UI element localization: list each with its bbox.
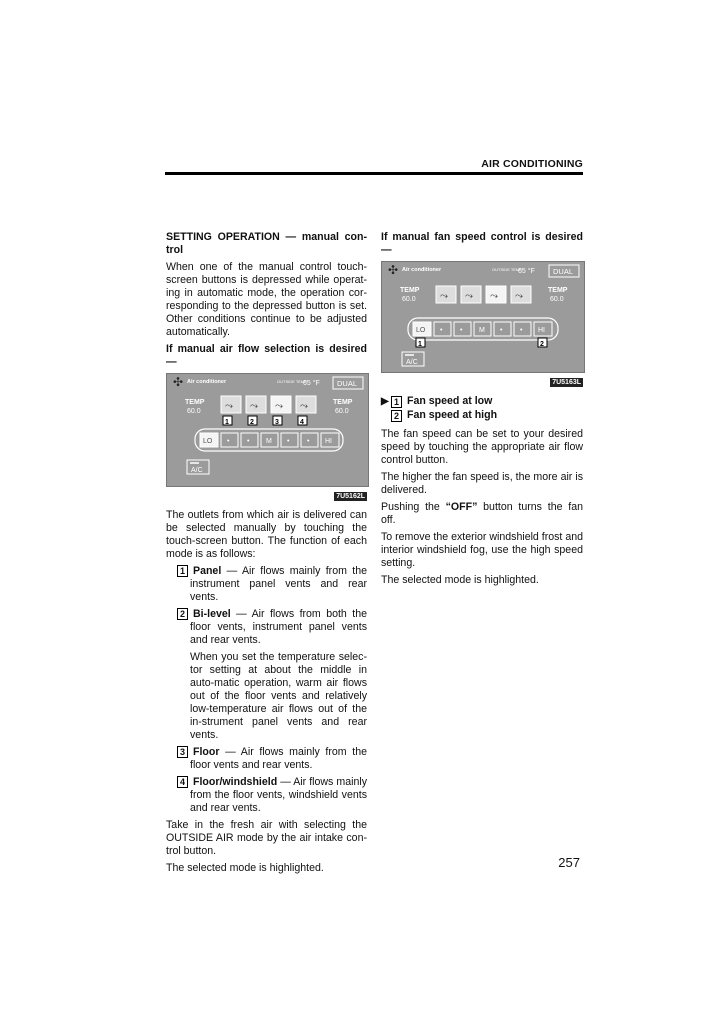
mode-item-bilevel	[166, 608, 367, 647]
fresh-air-paragraph: Take in the fresh air with selecting the OUTSIDE AIR mode by the air intake con-trol button.	[166, 819, 367, 857]
fan-2-label: •	[227, 438, 230, 445]
fan-m-label: M	[266, 438, 272, 445]
outside-temp-value: 65 °F	[518, 268, 535, 275]
legend-text: Fan speed at low	[407, 395, 493, 407]
fan-speed-screen-figure	[381, 261, 585, 373]
dual-label: DUAL	[337, 379, 358, 388]
mode-name: Floor/windshield	[193, 776, 278, 788]
figure-code: 7U5163L	[552, 379, 581, 386]
fan-speed-paragraph: The fan speed can be set to your desired speed by touching the appropriate air flow control button.	[381, 428, 583, 466]
mode-text: — Air flows mainly from the floor vents, windshield vents and rear vents.	[190, 776, 367, 814]
mode-number: 1	[177, 565, 188, 577]
temp-label-left: TEMP	[185, 399, 205, 406]
ac-label: A/C	[191, 467, 203, 474]
outlets-paragraph: The outlets from which air is delivered can be selected manually by touching the touch-screen button. The function of each mode is as follows:	[166, 509, 367, 560]
fan-lo-label: LO	[416, 327, 426, 334]
figure-marker-2: 2	[540, 341, 544, 348]
outside-temp-value: 65 °F	[303, 380, 320, 387]
fan-2-button[interactable]	[434, 322, 451, 336]
mode-text: — Air flows from both the floor vents, instrument panel vents and rear vents.	[190, 608, 367, 646]
bilevel-airflow-icon: ⤳	[250, 401, 258, 412]
mode-number: 3	[177, 746, 188, 758]
temp-value-right: 60.0	[335, 408, 349, 415]
page-number: 257	[558, 855, 580, 870]
fan-2-label: •	[440, 327, 443, 334]
mode-text: — Air flows mainly from the instrument panel vents and rear vents.	[190, 565, 367, 603]
fan-5-button[interactable]	[281, 433, 298, 447]
mode-name: Panel	[193, 565, 222, 577]
fan-hi-label: HI	[538, 327, 545, 334]
dual-label: DUAL	[553, 267, 574, 276]
figure-code: 7U5162L	[336, 493, 365, 500]
floor-airflow-icon: ⤳	[275, 401, 283, 412]
left-highlight-note: The selected mode is highlighted.	[166, 862, 324, 874]
fan-6-label: •	[520, 327, 523, 334]
temp-label-right: TEMP	[548, 287, 568, 294]
right-highlight-note: The selected mode is highlighted.	[381, 574, 539, 586]
legend-item-high	[381, 409, 583, 422]
fan-amount-paragraph: The higher the fan speed is, the more air is delivered.	[381, 471, 583, 496]
fan-5-button[interactable]	[494, 322, 511, 336]
left-heading: SETTING OPERATION — manual con-trol	[166, 231, 367, 256]
fan-6-label: •	[307, 438, 310, 445]
temp-value-left: 60.0	[402, 296, 416, 303]
left-intro: When one of the manual control touch-screen buttons is depressed while operat-ing in automatic mode, the operation cor-responding to the depressed button is set. Other conditions continue to be adjusted automatically.	[166, 261, 367, 338]
figure-marker-1: 1	[418, 341, 422, 348]
air-conditioner-label: Air conditioner	[187, 379, 227, 385]
pointer-arrow-icon: ▶	[381, 396, 389, 407]
bilevel-note: When you set the temperature selec-tor setting at about the middle in auto-matic operation, warm air flows out of the floor vents and relatively low-temperature air flows out of the in-strument panel vents and rear vents.	[190, 651, 367, 741]
right-column	[381, 231, 583, 591]
fan-m-label: M	[479, 327, 485, 334]
bilevel-airflow-icon: ⤳	[465, 291, 473, 302]
fan-3-label: •	[460, 327, 463, 334]
legend-number: 1	[391, 396, 402, 408]
fan-logo-icon: ✣	[388, 263, 399, 277]
temp-label-left: TEMP	[400, 287, 420, 294]
ac-label: A/C	[406, 359, 418, 366]
mode-item-floor	[166, 746, 367, 772]
fan-speed-buttons	[200, 433, 339, 447]
mode-name: Floor	[193, 746, 220, 758]
windshield-paragraph: To remove the exterior windshield frost and interior windshield fog, use the high speed setting.	[381, 531, 583, 569]
fan-5-label: •	[500, 327, 503, 334]
outside-temp-label: OUTSIDE TEMP	[492, 267, 522, 272]
off-button-paragraph: Pushing the “OFF” button turns the fan off.	[381, 501, 583, 526]
header-rule	[165, 172, 583, 175]
airflow-subheading: If manual air flow selection is desired —	[166, 343, 367, 368]
mode-text: — Air flows mainly from the floor vents and rear vents.	[190, 746, 367, 771]
legend-text: Fan speed at high	[407, 409, 498, 421]
air-conditioner-label: Air conditioner	[402, 267, 442, 273]
floor-windshield-airflow-icon: ⤳	[515, 291, 523, 302]
fan-6-button[interactable]	[514, 322, 531, 336]
fan-5-label: •	[287, 438, 290, 445]
temp-value-right: 60.0	[550, 296, 564, 303]
figure-marker-1: 1	[225, 419, 229, 426]
fan-3-button[interactable]	[241, 433, 258, 447]
fan-speed-buttons	[413, 322, 552, 336]
fan-3-label: •	[247, 438, 250, 445]
temp-label-right: TEMP	[333, 399, 353, 406]
fan-speed-heading: If manual fan speed control is desired —	[381, 231, 583, 256]
floor-airflow-icon: ⤳	[490, 291, 498, 302]
outside-temp-label: OUTSIDE TEMP	[277, 379, 307, 384]
temp-value-left: 60.0	[187, 408, 201, 415]
legend-number: 2	[391, 410, 402, 422]
panel-airflow-icon: ⤳	[225, 401, 233, 412]
figure-marker-4: 4	[300, 419, 304, 426]
mode-number: 2	[177, 608, 188, 620]
fan-logo-icon: ✣	[173, 375, 184, 389]
fan-2-button[interactable]	[221, 433, 238, 447]
panel-airflow-icon: ⤳	[440, 291, 448, 302]
mode-item-panel	[166, 565, 367, 604]
mode-item-floor-windshield	[166, 776, 367, 815]
mode-number: 4	[177, 776, 188, 788]
fan-hi-label: HI	[325, 438, 332, 445]
figure-marker-2: 2	[250, 419, 254, 426]
airflow-screen-figure	[166, 373, 369, 487]
floor-windshield-airflow-icon: ⤳	[300, 401, 308, 412]
fan-6-button[interactable]	[301, 433, 318, 447]
figure-marker-3: 3	[275, 419, 279, 426]
legend-item-low	[381, 395, 583, 408]
fan-lo-label: LO	[203, 438, 213, 445]
fan-3-button[interactable]	[454, 322, 471, 336]
left-column	[166, 231, 367, 879]
mode-name: Bi-level	[193, 608, 231, 620]
section-title: AIR CONDITIONING	[481, 158, 583, 170]
